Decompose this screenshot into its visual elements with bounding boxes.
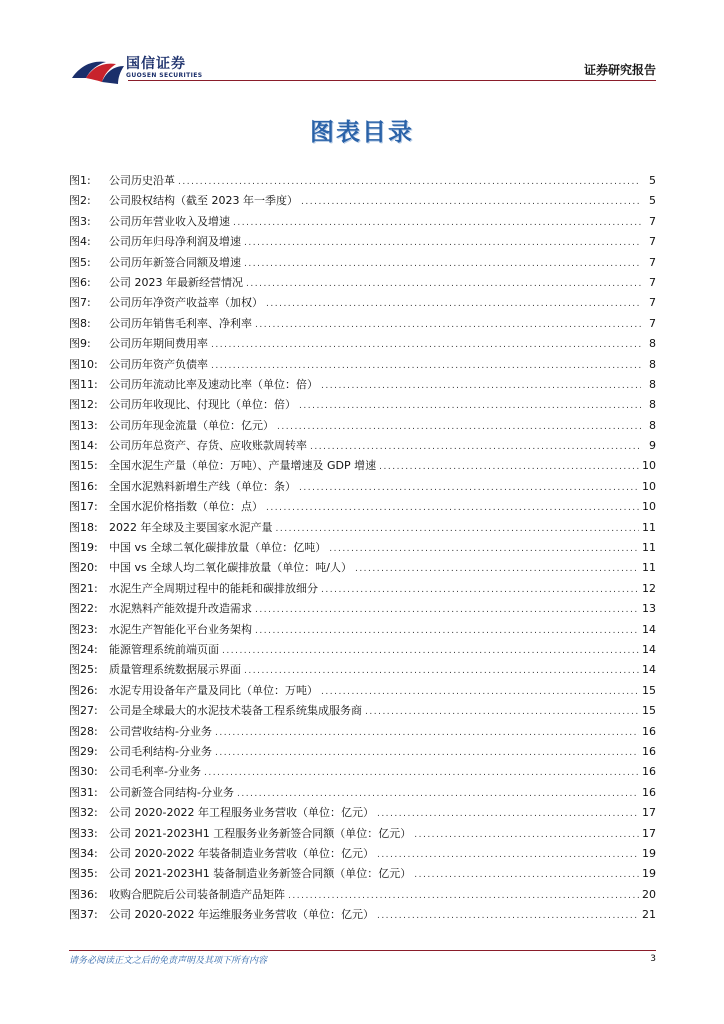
toc-dot-leader xyxy=(377,906,639,926)
toc-dot-leader xyxy=(288,886,639,906)
toc-entry[interactable] xyxy=(69,681,656,701)
toc-dot-leader xyxy=(321,682,639,702)
toc-figure-title: 公司 2021-2023H1 装备制造业务新签合同额（单位：亿元） xyxy=(109,867,412,881)
toc-page-number: 8 xyxy=(649,357,656,371)
toc-entry[interactable] xyxy=(69,762,656,782)
toc-figure-title: 公司股权结构（截至 2023 年一季度） xyxy=(109,194,298,208)
toc-figure-title: 公司毛利结构-分业务 xyxy=(109,744,212,758)
toc-page-number: 5 xyxy=(649,174,656,187)
footer-divider xyxy=(69,950,656,951)
report-type-label: 证券研究报告 xyxy=(583,63,656,77)
toc-figure-number: 图34: xyxy=(69,846,98,860)
toc-dot-leader xyxy=(299,478,639,498)
logo-english-name: GUOSEN SECURITIES xyxy=(126,72,203,79)
toc-entry[interactable] xyxy=(69,518,656,538)
toc-figure-number: 图17: xyxy=(69,500,98,514)
toc-page-number: 14 xyxy=(642,642,656,656)
page-title: 图表目录 xyxy=(310,118,414,146)
toc-entry[interactable] xyxy=(69,314,656,334)
toc-dot-leader xyxy=(244,254,641,274)
toc-page-number: 17 xyxy=(642,806,656,820)
toc-page-number: 21 xyxy=(642,908,656,922)
toc-dot-leader xyxy=(355,559,639,579)
toc-page-number: 11 xyxy=(642,520,656,534)
toc-figure-title: 水泥生产全周期过程中的能耗和碳排放细分 xyxy=(109,581,318,595)
toc-figure-title: 水泥生产智能化平台业务架构 xyxy=(109,622,252,636)
toc-figure-number: 图33: xyxy=(69,826,98,840)
toc-entry[interactable] xyxy=(69,905,656,925)
toc-page-number: 17 xyxy=(642,826,656,840)
toc-page-number: 14 xyxy=(642,663,656,677)
toc-figure-title: 公司历年总资产、存货、应收账款周转率 xyxy=(109,439,307,453)
toc-dot-leader xyxy=(276,519,640,539)
toc-page-number: 8 xyxy=(649,377,656,391)
toc-figure-number: 图11: xyxy=(69,377,98,391)
toc-page-number: 5 xyxy=(649,194,656,208)
toc-figure-number: 图21: xyxy=(69,581,98,595)
toc-figure-title: 中国 vs 全球二氧化碳排放量（单位：亿吨） xyxy=(109,541,327,555)
toc-figure-title: 公司历年资产负债率 xyxy=(109,357,208,371)
toc-figure-number: 图20: xyxy=(69,561,98,575)
toc-dot-leader xyxy=(255,315,641,335)
toc-dot-leader xyxy=(365,702,639,722)
toc-page-number: 8 xyxy=(649,418,656,432)
page-number: 3 xyxy=(650,954,656,964)
toc-figure-number: 图23: xyxy=(69,622,98,636)
toc-dot-leader xyxy=(215,743,639,763)
toc-page-number: 13 xyxy=(642,602,656,616)
toc-figure-title: 水泥专用设备年产量及同比（单位：万吨） xyxy=(109,683,318,697)
toc-entry[interactable] xyxy=(69,722,656,742)
toc-figure-number: 图3: xyxy=(69,214,91,228)
toc-figure-number: 图16: xyxy=(69,479,98,493)
toc-figure-title: 公司历年新签合同额及增速 xyxy=(109,255,241,269)
toc-dot-leader xyxy=(266,498,639,518)
toc-figure-title: 全国水泥价格指数（单位：点） xyxy=(109,500,263,514)
toc-page-number: 11 xyxy=(642,541,656,555)
toc-figure-title: 水泥熟料产能效提升改造需求 xyxy=(109,602,252,616)
toc-page-number: 7 xyxy=(649,235,656,249)
toc-entry[interactable] xyxy=(69,253,656,273)
toc-dot-leader xyxy=(255,621,639,641)
toc-figure-number: 图9: xyxy=(69,337,91,351)
toc-page-number: 8 xyxy=(649,337,656,351)
toc-entry[interactable] xyxy=(69,640,656,660)
toc-dot-leader xyxy=(211,356,641,376)
toc-entry[interactable] xyxy=(69,171,656,191)
toc-page-number: 9 xyxy=(649,439,656,453)
toc-figure-title: 收购合肥院后公司装备制造产品矩阵 xyxy=(109,887,285,901)
toc-figure-number: 图22: xyxy=(69,602,98,616)
toc-page-number: 20 xyxy=(642,887,656,901)
toc-figure-number: 图13: xyxy=(69,418,98,432)
toc-figure-title: 公司历史沿革 xyxy=(109,174,175,187)
toc-figure-number: 图15: xyxy=(69,459,98,473)
toc-figure-number: 图32: xyxy=(69,806,98,820)
toc-figure-title: 中国 vs 全球人均二氧化碳排放量（单位：吨/人） xyxy=(109,561,352,575)
toc-figure-title: 2022 年全球及主要国家水泥产量 xyxy=(109,520,273,534)
toc-dot-leader xyxy=(237,784,639,804)
toc-dot-leader xyxy=(377,845,639,865)
toc-entry[interactable] xyxy=(69,620,656,640)
toc-entry[interactable] xyxy=(69,191,656,211)
toc-figure-number: 图26: xyxy=(69,683,98,697)
toc-figure-number: 图12: xyxy=(69,398,98,412)
toc-figure-title: 全国水泥熟料新增生产线（单位：条） xyxy=(109,479,296,493)
toc-page-number: 15 xyxy=(642,683,656,697)
toc-entry[interactable] xyxy=(69,273,656,293)
toc-entry[interactable] xyxy=(69,293,656,313)
toc-entry[interactable] xyxy=(69,538,656,558)
toc-page-number: 19 xyxy=(642,846,656,860)
toc-dot-leader xyxy=(414,865,639,885)
toc-page-number: 8 xyxy=(649,398,656,412)
toc-entry[interactable] xyxy=(69,660,656,680)
toc-page-number: 16 xyxy=(642,744,656,758)
toc-figure-number: 图27: xyxy=(69,704,98,718)
toc-entry[interactable] xyxy=(69,599,656,619)
toc-figure-title: 公司 2021-2023H1 工程服务业务新签合同额（单位：亿元） xyxy=(109,826,412,840)
guosen-logo-mark-icon xyxy=(70,52,126,86)
toc-entry[interactable] xyxy=(69,497,656,517)
toc-dot-leader xyxy=(321,376,641,396)
toc-page-number: 12 xyxy=(642,581,656,595)
toc-page-number: 7 xyxy=(649,214,656,228)
toc-dot-leader xyxy=(178,172,641,192)
toc-figure-title: 公司 2020-2022 年装备制造业务营收（单位：亿元） xyxy=(109,846,374,860)
toc-entry[interactable] xyxy=(69,558,656,578)
toc-figure-title: 能源管理系统前端页面 xyxy=(109,642,219,656)
toc-page-number: 10 xyxy=(642,500,656,514)
toc-dot-leader xyxy=(255,600,639,620)
toc-figure-number: 图30: xyxy=(69,765,98,779)
toc-dot-leader xyxy=(215,723,639,743)
toc-figure-title: 公司历年收现比、付现比（单位：倍） xyxy=(109,398,296,412)
toc-entry[interactable] xyxy=(69,212,656,232)
toc-entry[interactable] xyxy=(69,742,656,762)
toc-dot-leader xyxy=(266,294,641,314)
toc-figure-number: 图36: xyxy=(69,887,98,901)
toc-dot-leader xyxy=(321,580,639,600)
toc-figure-number: 图7: xyxy=(69,296,91,310)
toc-figure-number: 图10: xyxy=(69,357,98,371)
toc-figure-number: 图1: xyxy=(69,174,91,187)
toc-entry[interactable] xyxy=(69,701,656,721)
toc-figure-title: 公司历年净资产收益率（加权） xyxy=(109,296,263,310)
disclaimer-note: 请务必阅读正文之后的免责声明及其项下所有内容 xyxy=(69,956,268,966)
toc-figure-number: 图8: xyxy=(69,316,91,330)
toc-figure-number: 图19: xyxy=(69,541,98,555)
toc-dot-leader xyxy=(244,233,641,253)
toc-dot-leader xyxy=(233,213,641,233)
logo-chinese-name: 国信证券 xyxy=(126,56,186,72)
toc-dot-leader xyxy=(299,396,641,416)
toc-entry[interactable] xyxy=(69,355,656,375)
toc-figure-number: 图2: xyxy=(69,194,91,208)
toc-page-number: 10 xyxy=(642,459,656,473)
toc-dot-leader xyxy=(246,274,641,294)
toc-entry[interactable] xyxy=(69,416,656,436)
toc-page-number: 16 xyxy=(642,765,656,779)
toc-figure-number: 图24: xyxy=(69,642,98,656)
toc-entry[interactable] xyxy=(69,803,656,823)
toc-page-number: 7 xyxy=(649,255,656,269)
toc-figure-number: 图18: xyxy=(69,520,98,534)
toc-entry[interactable] xyxy=(69,334,656,354)
toc-entry[interactable] xyxy=(69,844,656,864)
toc-figure-title: 质量管理系统数据展示界面 xyxy=(109,663,241,677)
toc-figure-title: 公司毛利率-分业务 xyxy=(109,765,201,779)
toc-figure-title: 公司是全球最大的水泥技术装备工程系统集成服务商 xyxy=(109,704,362,718)
page-header xyxy=(0,0,724,90)
toc-figure-title: 公司历年销售毛利率、净利率 xyxy=(109,316,252,330)
toc-page-number: 7 xyxy=(649,275,656,289)
toc-figure-title: 公司历年流动比率及速动比率（单位：倍） xyxy=(109,377,318,391)
toc-dot-leader xyxy=(222,641,639,661)
toc-figure-number: 图35: xyxy=(69,867,98,881)
toc-figure-title: 公司 2020-2022 年工程服务业务营收（单位：亿元） xyxy=(109,806,374,820)
toc-dot-leader xyxy=(204,763,639,783)
toc-page-number: 16 xyxy=(642,785,656,799)
toc-figure-number: 图29: xyxy=(69,744,98,758)
toc-figure-title: 公司历年现金流量（单位：亿元） xyxy=(109,418,274,432)
toc-figure-number: 图5: xyxy=(69,255,91,269)
toc-page-number: 7 xyxy=(649,296,656,310)
toc-page-number: 11 xyxy=(642,561,656,575)
toc-dot-leader xyxy=(329,539,639,559)
toc-page-number: 16 xyxy=(642,724,656,738)
toc-entry[interactable] xyxy=(69,395,656,415)
toc-figure-title: 公司历年营业收入及增速 xyxy=(109,214,230,228)
toc-page-number: 14 xyxy=(642,622,656,636)
toc-dot-leader xyxy=(379,457,639,477)
toc-entry[interactable] xyxy=(69,375,656,395)
toc-figure-title: 公司营收结构-分业务 xyxy=(109,724,212,738)
toc-figure-number: 图28: xyxy=(69,724,98,738)
toc-dot-leader xyxy=(310,437,641,457)
toc-figure-title: 公司新签合同结构-分业务 xyxy=(109,785,234,799)
toc-entry[interactable] xyxy=(69,885,656,905)
toc-figure-title: 公司历年归母净利润及增速 xyxy=(109,235,241,249)
toc-entry[interactable] xyxy=(69,783,656,803)
toc-figure-number: 图37: xyxy=(69,908,98,922)
toc-page-number: 10 xyxy=(642,479,656,493)
toc-figure-number: 图4: xyxy=(69,235,91,249)
toc-dot-leader xyxy=(277,417,641,437)
toc-figure-number: 图25: xyxy=(69,663,98,677)
toc-entry[interactable] xyxy=(69,436,656,456)
toc-figure-number: 图14: xyxy=(69,439,98,453)
toc-entry[interactable] xyxy=(69,477,656,497)
toc-entry[interactable] xyxy=(69,456,656,476)
toc-page-number: 7 xyxy=(649,316,656,330)
toc-entry[interactable] xyxy=(69,864,656,884)
toc-dot-leader xyxy=(301,192,641,212)
header-divider xyxy=(128,80,656,81)
toc-dot-leader xyxy=(414,825,639,845)
toc-dot-leader xyxy=(211,335,641,355)
toc-figure-number: 图31: xyxy=(69,785,98,799)
toc-figure-number: 图6: xyxy=(69,275,91,289)
toc-figure-title: 公司历年期间费用率 xyxy=(109,337,208,351)
toc-entry[interactable] xyxy=(69,579,656,599)
toc-page-number: 19 xyxy=(642,867,656,881)
toc-dot-leader xyxy=(244,661,639,681)
toc-entry[interactable] xyxy=(69,232,656,252)
toc-page-number: 15 xyxy=(642,704,656,718)
toc-dot-leader xyxy=(377,804,639,824)
figure-table-of-contents xyxy=(69,171,656,925)
toc-figure-title: 全国水泥生产量（单位：万吨）、产量增速及 GDP 增速 xyxy=(109,459,377,473)
toc-entry[interactable] xyxy=(69,824,656,844)
toc-figure-title: 公司 2023 年最新经营情况 xyxy=(109,275,243,289)
toc-figure-title: 公司 2020-2022 年运维服务业务营收（单位：亿元） xyxy=(109,908,374,922)
